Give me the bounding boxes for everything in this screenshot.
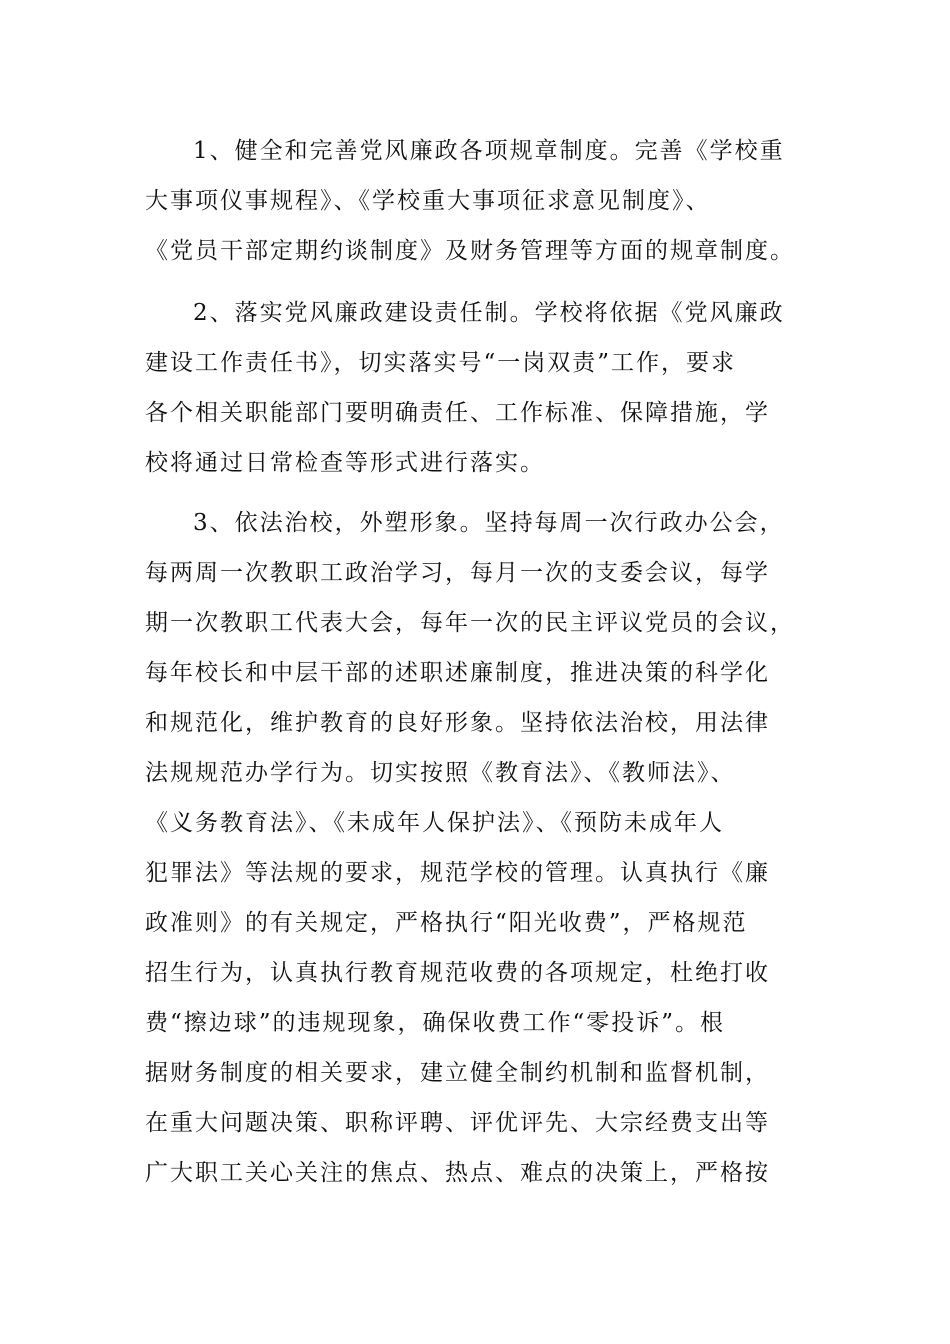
text-line: 建设工作责任书》，切实落实号“一岗双责”工作，要求 <box>145 350 737 376</box>
text-line: 期一次教职工代表大会，每年一次的民主评议党员的会议， <box>145 610 795 636</box>
text-line: 《党员干部定期约谈制度》及财务管理等方面的规章制度。 <box>145 238 795 264</box>
text-line: 2、落实党风廉政建设责任制。学校将依据《党风廉政 <box>193 300 785 326</box>
text-line: 在重大问题决策、职称评聘、评优评先、大宗经费支出等 <box>145 1110 770 1136</box>
text-line: 《义务教育法》、《未成年人保护法》、《预防未成年人 <box>145 810 724 836</box>
text-line: 1、健全和完善党风廉政各项规章制度。完善《学校重 <box>193 138 785 164</box>
text-line: 每年校长和中层干部的述职述廉制度，推进决策的科学化 <box>145 660 770 686</box>
text-line: 费“擦边球”的违规现象，确保收费工作“零投诉”。根 <box>145 1010 726 1036</box>
text-line: 据财务制度的相关要求，建立健全制约机制和监督机制， <box>145 1060 770 1086</box>
text-line: 校将通过日常检查等形式进行落实。 <box>145 450 545 476</box>
text-line: 招生行为，认真执行教育规范收费的各项规定，杜绝打收 <box>145 960 770 986</box>
text-line: 大事项仪事规程》、《学校重大事项征求意见制度》、 <box>145 188 711 214</box>
text-line: 每两周一次教职工政治学习，每月一次的支委会议，每学 <box>145 560 770 586</box>
text-line: 法规规范办学行为。切实按照《教育法》、《教师法》、 <box>145 760 736 786</box>
text-line: 政准则》的有关规定，严格执行“阳光收费”，严格规范 <box>145 910 748 936</box>
text-line: 3、依法治校，外塑形象。坚持每周一次行政办公会， <box>193 510 785 536</box>
text-line: 各个相关职能部门要明确责任、工作标准、保障措施，学 <box>145 400 770 426</box>
text-line: 犯罪法》等法规的要求，规范学校的管理。认真执行《廉 <box>145 860 770 886</box>
text-line: 和规范化，维护教育的良好形象。坚持依法治校，用法律 <box>145 710 770 736</box>
text-line: 广大职工关心关注的焦点、热点、难点的决策上，严格按 <box>145 1160 770 1186</box>
